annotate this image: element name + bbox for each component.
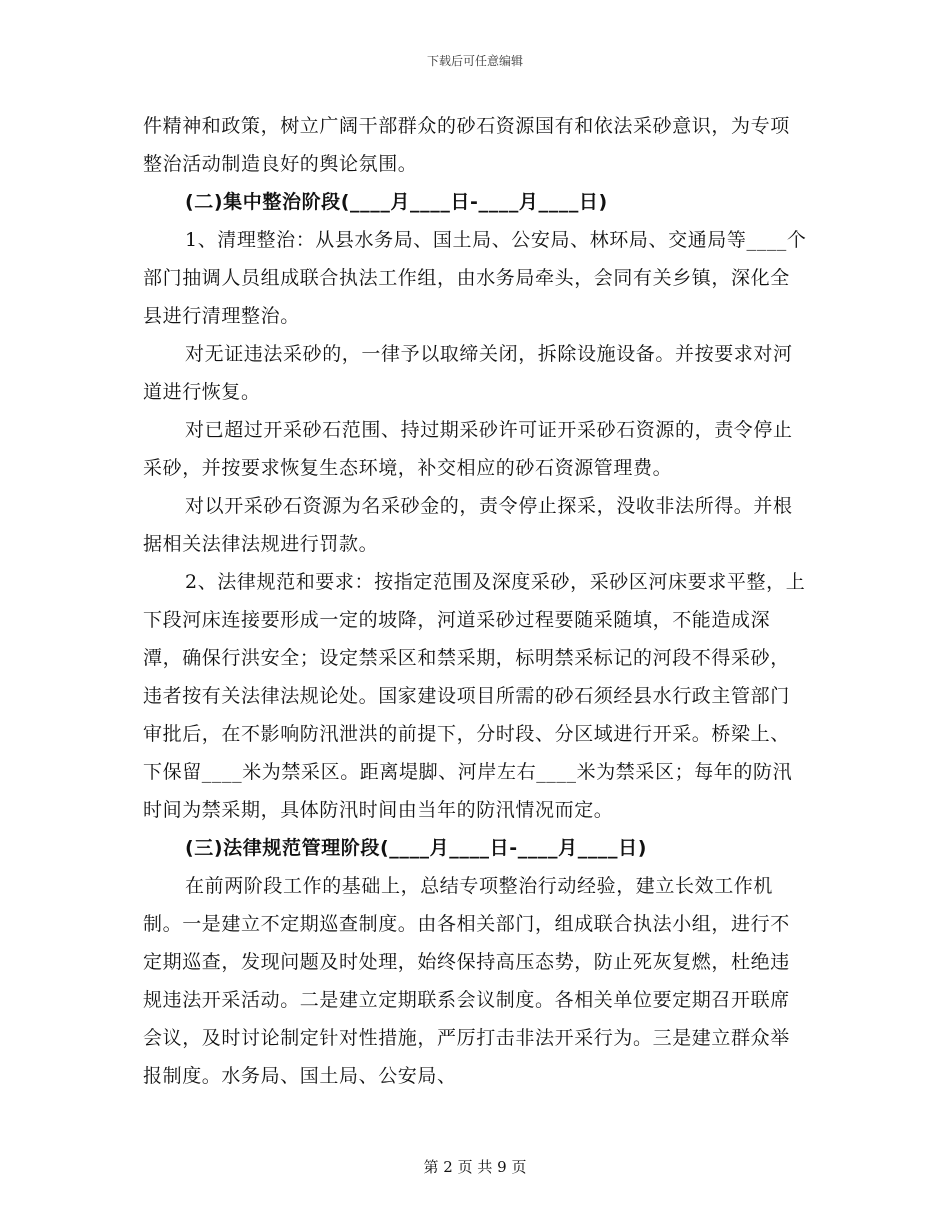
paragraph-legal-requirements: 2、法律规范和要求：按指定范围及深度采砂，采砂区河床要求平整，上下段河床连接要形成一定的坡降，河道采砂过程要随采随填，不能造成深潭，确保行洪安全；设定禁采区和禁采期，标明禁采标记的河段不得采砂，违者按有关法律法规论处。国家建设项目所需的砂石须经县水行政主管部门审批后，在不影响防汛泄洪的前提下，分时段、分区域进行开采。桥梁上、下保留____米为禁采区。距离堤脚、河岸左右____米为禁采区；每年的防汛时间为禁采期，具体防汛时间由当年的防汛情况而定。 [143, 571, 806, 821]
page-footer: 第 2 页 共 9 页 [423, 1158, 527, 1176]
section-heading-3: (三)法律规范管理阶段(____月____日-____月____日) [185, 837, 648, 859]
section-heading-2: (二)集中整治阶段(____月____日-____月____日) [185, 191, 608, 213]
paragraph-unlicensed: 对无证违法采砂的，一律予以取缔关闭，拆除设施设备。并按要求对河道进行恢复。 [143, 343, 793, 403]
paragraph-long-term-mechanism: 在前两阶段工作的基础上，总结专项整治行动经验，建立长效工作机制。一是建立不定期巡查制度。由各相关部门，组成联合执法小组，进行不定期巡查，发现问题及时处理，始终保持高压态势，防止死灰复燃，杜绝违规违法开采活动。二是建立定期联系会议制度。各相关单位要定期召开联席会议，及时讨论制定针对性措施，严厉打击非法开采行为。三是建立群众举报制度。水务局、国土局、公安局、 [143, 875, 790, 1087]
paragraph-exceeded-scope: 对已超过开采砂石范围、持过期采砂许可证开采砂石资源的，责令停止采砂，并按要求恢复生态环境，补交相应的砂石资源管理费。 [143, 419, 793, 479]
paragraph-gold-mining: 对以开采砂石资源为名采砂金的，责令停止探采，没收非法所得。并根据相关法律法规进行罚款。 [143, 495, 793, 555]
paragraph-cleanup: 1、清理整治：从县水务局、国土局、公安局、林环局、交通局等____个部门抽调人员组成联合执法工作组，由水务局牵头，会同有关乡镇，深化全县进行清理整治。 [143, 229, 807, 327]
document-body [143, 107, 808, 1095]
page-header: 下载后可任意编辑 [426, 54, 523, 68]
paragraph-continuation: 件精神和政策，树立广阔干部群众的砂石资源国有和依法采砂意识，为专项整治活动制造良好的舆论氛围。 [143, 115, 790, 175]
